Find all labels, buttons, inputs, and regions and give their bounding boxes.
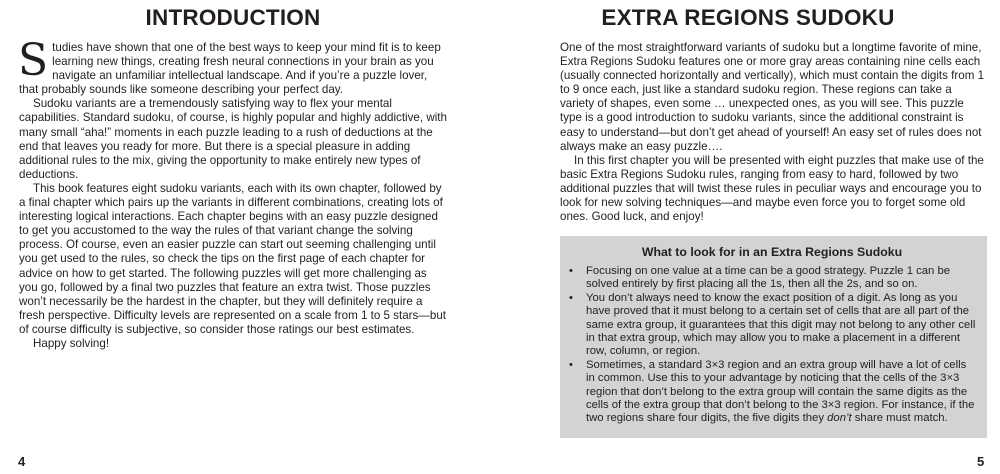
introduction-body xyxy=(18,35,447,351)
page-title-extra-regions: EXTRA REGIONS SUDOKU xyxy=(601,5,895,30)
tip-text-end: share must match. xyxy=(851,412,948,425)
tips-box-title: What to look for in an Extra Regions Sudoku xyxy=(641,245,903,259)
tip-emphasis: don’t xyxy=(827,412,852,425)
page-number-right: 5 xyxy=(977,454,985,469)
tip-text: You don’t always need to know the exact position of a digit. As long as you have proved that it must belong to a certain set of cells that are all part of the same extra group, it guarantees that this digit may not belong to any other cell in that extra group, which may allow you to make a placement in a different row, column, or region. xyxy=(586,291,976,358)
right-page xyxy=(500,0,1000,474)
extra-regions-body xyxy=(560,41,988,224)
tips-list xyxy=(568,265,976,426)
intro-paragraph-1 xyxy=(18,35,447,97)
tip-text: Focusing on one value at a time can be a good strategy. Puzzle 1 can be solved entirely by first placing all the 1s, then all the 2s, and so on. xyxy=(586,265,951,291)
intro-paragraph-1-text: tudies have shown that one of the best ways to keep your mind fit is to keep learning new things, creating fresh neural connections in your brain as you navigate an unfamiliar intellectual landscape. And if you’re a puzzle lover, that probably sounds like someone describing your perfect day. xyxy=(19,41,441,97)
bullet-icon: • xyxy=(569,358,573,371)
extra-paragraph-2: In this first chapter you will be presented with eight puzzles that make use of the basic Extra Regions Sudoku rules, ranging from easy to hard, followed by two additional puzzles that will twist these rules in peculiar ways and encourage you to look for new solving techniques—and maybe even force you to forget some old ones. Good luck, and enjoy! xyxy=(560,153,984,224)
tip-item xyxy=(568,265,976,292)
tip-item xyxy=(568,292,976,359)
intro-paragraph-2: Sudoku variants are a tremendously satisfying way to flex your mental capabilities. Standard sudoku, of course, is highly popular and highly addictive, with many small “aha!” moments in each puzzle leading to a rush of deductions at the end that leaves you ready for more. But there is a special pleasure in adding additional rules to the mix, giving the opportunity to make entirely new types of deductions. xyxy=(19,97,447,181)
page-title-introduction: INTRODUCTION xyxy=(145,5,321,30)
page-number-left: 4 xyxy=(18,454,26,469)
tip-item xyxy=(568,359,976,426)
bullet-icon: • xyxy=(569,291,573,304)
intro-paragraph-4: Happy solving! xyxy=(33,336,110,350)
tip-text-start: Sometimes, a standard 3×3 region and an extra group will have a lot of cells in common. Use this to your advantage by noticing that the cells of the 3×3 region that don’t belong to the extra group will contain the same digits as the cells of the extra group that don’t belong to the 3×3 region. For instance, if the two regions share four digits, the five digits they xyxy=(586,358,975,425)
tips-box xyxy=(560,236,987,438)
drop-cap: S xyxy=(18,35,49,86)
extra-paragraph-1: One of the most straightforward variants of sudoku but a longtime favorite of mine, Extra Regions Sudoku features one or more gray areas containing nine cells each (usually connected horizontally and vertically), which must contain the digits from 1 to 9 once each, just like a standard sudoku region. These regions can take a variety of shapes, even some … unexpected ones, as you will see. This puzzle type is a good introduction to sudoku variants, since the additional constraint is easy to understand—but don’t get ahead of yourself! An easy set of rules does not always make an easy puzzle…. xyxy=(560,41,985,153)
bullet-icon: • xyxy=(569,265,573,277)
intro-paragraph-3: This book features eight sudoku variants, each with its own chapter, followed by a final chapter which pairs up the variants in different combinations, creating lots of interesting logical interactions. Each chapter begins with an easy puzzle designed to get you accustomed to the way the rules of that variant change the solving process. Of course, even an easier puzzle can start out seeming challenging until you get used to the rules, so check the tips on the first page of each chapter for advice on how to get started. The following puzzles will get more challenging as you go, followed by a final two puzzles that feature an extra twist. Those puzzles won’t necessarily be the hardest in the chapter, but they will definitely require a fresh perspective. Difficulty levels are represented on a scale from 1 to 5 stars—but of course difficulty is subjective, so consider those ratings our best estimates. xyxy=(19,181,447,336)
